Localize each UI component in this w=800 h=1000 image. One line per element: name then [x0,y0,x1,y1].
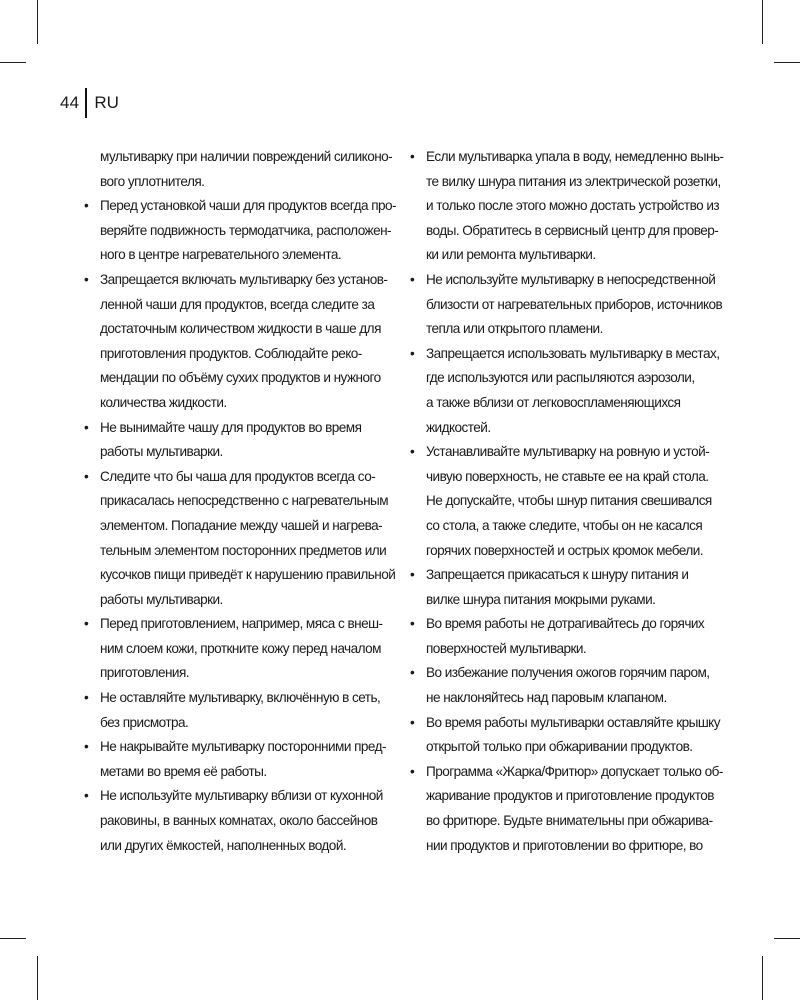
list-item [410,268,723,342]
bullet-icon: • [410,149,415,164]
text-line: Не используйте мультиварку в непосредственной [426,271,716,287]
list-item [410,711,720,760]
bullet-icon: • [410,763,415,779]
bullet-icon: • [410,665,415,681]
crop-mark [762,0,763,44]
crop-mark [37,956,38,1000]
text-line: Запрещается прикасаться к шнуру питания и [426,567,689,583]
text-line: поверхностей мультиварки. [426,640,587,656]
text-line: жаривание продуктов и приготовление продуктов [426,788,714,804]
crop-mark [762,956,763,1000]
page-number: 44 [60,93,80,112]
language-label: RU [94,93,119,112]
list-item [410,661,720,710]
list-item [84,416,390,465]
text-line: или других ёмкостей, наполненных водой. [100,837,347,853]
crop-mark [774,938,800,939]
text-line: Во избежание получения ожогов горячим паром, [426,665,710,681]
bullet-icon: • [84,419,89,435]
text-line: где используются или распыляются аэрозоли, [426,370,695,386]
bullet-icon: • [84,739,89,755]
text-line: элементом. Попадание между чашей и нагрева- [100,517,383,533]
list-item [410,342,720,440]
text-line: метами во время её работы. [100,763,267,779]
list-item [410,145,724,268]
text-line: ленной чаши для продуктов, всегда следите за [100,296,375,312]
text-line: Запрещается использовать мультиварку в местах, [426,345,720,361]
text-line: Перед приготовлением, например, мяса с внеш- [100,616,383,632]
list-item [84,268,390,416]
text-line: ного в центре нагревательного элемента. [100,247,342,263]
continuation-paragraph [84,145,393,194]
bullet-icon: • [410,616,415,632]
bullet-icon: • [410,714,415,730]
header-divider [85,88,87,118]
text-line: мендации по объёму сухих продуктов и нужного [100,370,381,386]
text-line: со стола, а также следите, чтобы он не касался [426,517,703,533]
text-line: вилке шнура питания мокрыми руками. [426,591,656,607]
text-line: близости от нагревательных приборов, источников [426,296,723,312]
text-line: ним слоем кожи, проткните кожу перед началом [100,640,381,656]
text-line: достаточным количеством жидкости в чаше для [100,321,381,337]
list-item [84,735,390,784]
list-item [84,612,390,686]
bullet-icon: • [410,345,415,361]
text-line: а также вблизи от легковоспламеняющихся [426,394,681,410]
text-line: Перед установкой чаши для продуктов всегда про- [100,198,397,214]
text-line: Не накрывайте мультиварку посторонними пред- [100,739,386,755]
bullet-icon: • [84,690,89,706]
crop-mark [37,0,38,44]
bullet-icon: • [410,271,415,287]
page-header [60,88,119,118]
text-line: приготовления. [100,665,190,681]
text-line: работы мультиварки. [100,591,223,607]
text-line: нии продуктов и приготовлении во фритюре, во [426,837,703,853]
text-line: веряйте подвижность термодатчика, расположен- [100,222,392,238]
bullet-icon: • [410,567,415,583]
text-line: Не вынимайте чашу для продуктов во время [100,419,362,435]
text-line: ки или ремонта мультиварки. [426,247,596,263]
text-line: Устанавливайте мультиварку на ровную и устой- [426,444,710,460]
text-line: приготовления продуктов. Соблюдайте реко- [100,345,362,361]
text-line: Не используйте мультиварку вблизи от кухонной [100,788,383,804]
left-column [84,145,397,858]
text-line: без присмотра. [100,714,189,730]
text-line: Если мультиварка упала в воду, немедленно вынь- [426,149,724,164]
bullet-icon: • [84,271,89,287]
text-line: чивую поверхность, не ставьте ее на край стола. [426,468,709,484]
bullet-icon: • [84,198,89,214]
text-line: горячих поверхностей и острых кромок мебели. [426,542,704,558]
crop-mark [0,62,26,63]
text-line: жидкостей. [426,419,491,435]
list-item [84,784,390,858]
text-line: Следите что бы чаша для продуктов всегда со- [100,468,376,484]
text-line: количества жидкости. [100,394,227,410]
crop-mark [774,62,800,63]
bullet-icon: • [410,444,415,460]
text-line: Во время работы не дотрагивайтесь до горячих [426,616,705,632]
text-line: тельным элементом посторонних предметов или [100,542,387,558]
list-item [84,194,397,268]
text-line: Программа «Жарка/Фритюр» допускает только об- [426,763,723,779]
bullet-icon: • [84,616,89,632]
text-line: тепла или открытого пламени. [426,321,603,337]
text-line: во фритюре. Будьте внимательны при обжарива- [426,813,713,829]
text-line: раковины, в ванных комнатах, около бассейнов [100,813,378,829]
text-line: Запрещается включать мультиварку без установ- [100,271,388,287]
list-item [410,760,723,858]
text-line: мультиварку при наличии повреждений силиконо- [100,149,393,164]
text-line: открытой только при обжаривании продуктов. [426,739,693,755]
text-line: Не допускайте, чтобы шнур питания свешивался [426,493,712,509]
list-item [84,465,396,613]
crop-mark [0,938,26,939]
bullet-icon: • [84,468,89,484]
list-item [410,612,720,661]
text-line: вого уплотнителя. [100,173,205,189]
text-line: кусочков пищи приведёт к нарушению правильной [100,567,396,583]
text-line: прикасалась непосредственно с нагревательным [100,493,389,509]
text-line: воды. Обратитесь в сервисный центр для провер- [426,222,719,238]
text-line: работы мультиварки. [100,444,223,460]
right-column [410,145,724,858]
list-item [410,563,720,612]
text-line: и только после этого можно достать устройство из [426,198,720,214]
list-item [410,440,720,563]
text-line: Не оставляйте мультиварку, включённую в сеть, [100,690,381,706]
list-item [84,686,390,735]
text-line: Во время работы мультиварки оставляйте крышку [426,714,720,730]
bullet-icon: • [84,788,89,804]
text-line: не наклоняйтесь над паровым клапаном. [426,690,667,706]
text-line: те вилку шнура питания из электрической розетки, [426,173,721,189]
